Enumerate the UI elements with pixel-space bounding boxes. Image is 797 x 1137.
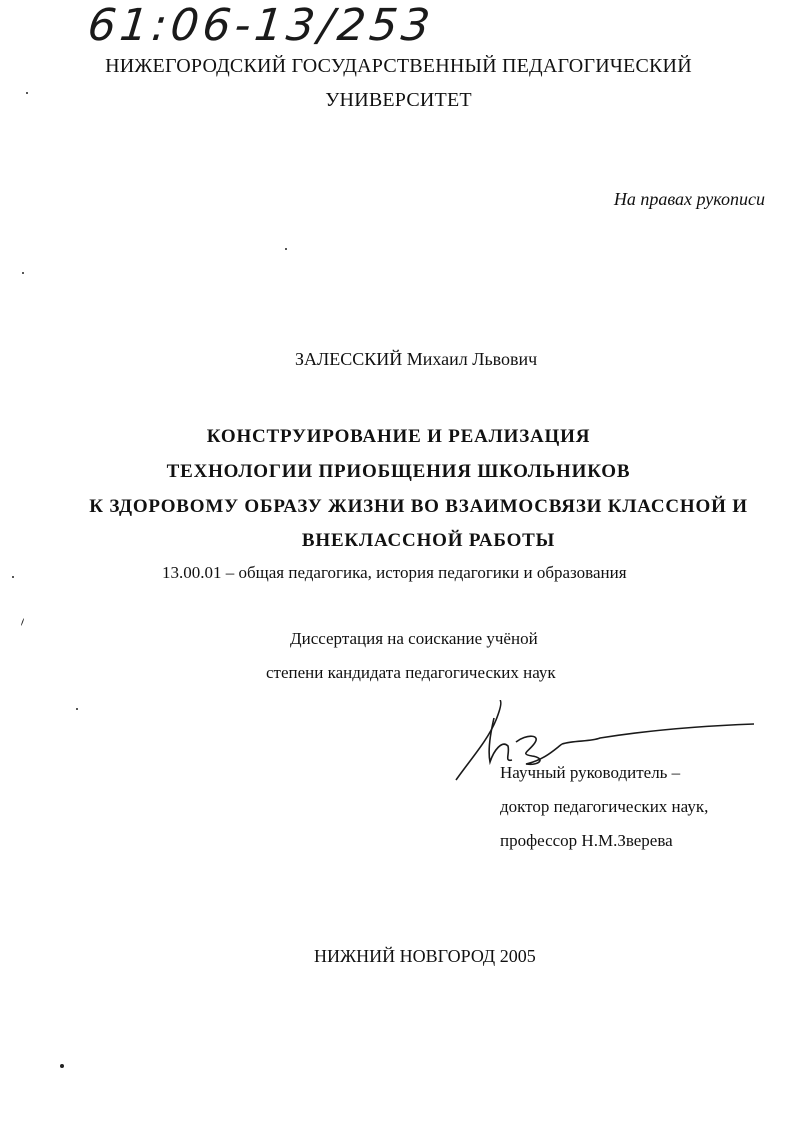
university-name-line1: НИЖЕГОРОДСКИЙ ГОСУДАРСТВЕННЫЙ ПЕДАГОГИЧЕСКИЙ [105, 55, 692, 77]
author-name: ЗАЛЕССКИЙ Михаил Львович [295, 349, 538, 369]
city-year: НИЖНИЙ НОВГОРОД 2005 [314, 946, 536, 966]
scan-speck [12, 576, 14, 578]
supervisor-degree: доктор педагогических наук, [500, 797, 709, 816]
scan-speck [21, 618, 25, 626]
title-line-4: ВНЕКЛАССНОЙ РАБОТЫ [301, 530, 556, 551]
scan-speck [60, 1064, 64, 1068]
specialty-code: 13.00.01 – общая педагогика, история педагогики и образования [162, 563, 627, 582]
supervisor-name: профессор Н.М.Зверева [500, 831, 673, 850]
scan-speck [26, 92, 28, 94]
title-line-2: ТЕХНОЛОГИИ ПРИОБЩЕНИЯ ШКОЛЬНИКОВ [166, 461, 631, 482]
title-line-3: К ЗДОРОВОМУ ОБРАЗУ ЖИЗНИ ВО ВЗАИМОСВЯЗИ КЛАССНОЙ И [89, 496, 748, 517]
supervisor-role: Научный руководитель – [500, 763, 681, 782]
handwritten-catalog-number: 61:06-13/253 [85, 0, 437, 51]
dissertation-line-1: Диссертация на соискание учёной [290, 629, 538, 648]
title-line-1: КОНСТРУИРОВАНИЕ И РЕАЛИЗАЦИЯ [206, 426, 591, 447]
university-name-line2: УНИВЕРСИТЕТ [325, 89, 472, 111]
rights-note: На правах рукописи [613, 189, 765, 209]
scan-speck [76, 708, 78, 710]
scan-speck [22, 272, 24, 274]
dissertation-line-2: степени кандидата педагогических наук [266, 663, 556, 682]
scan-speck [285, 248, 287, 250]
